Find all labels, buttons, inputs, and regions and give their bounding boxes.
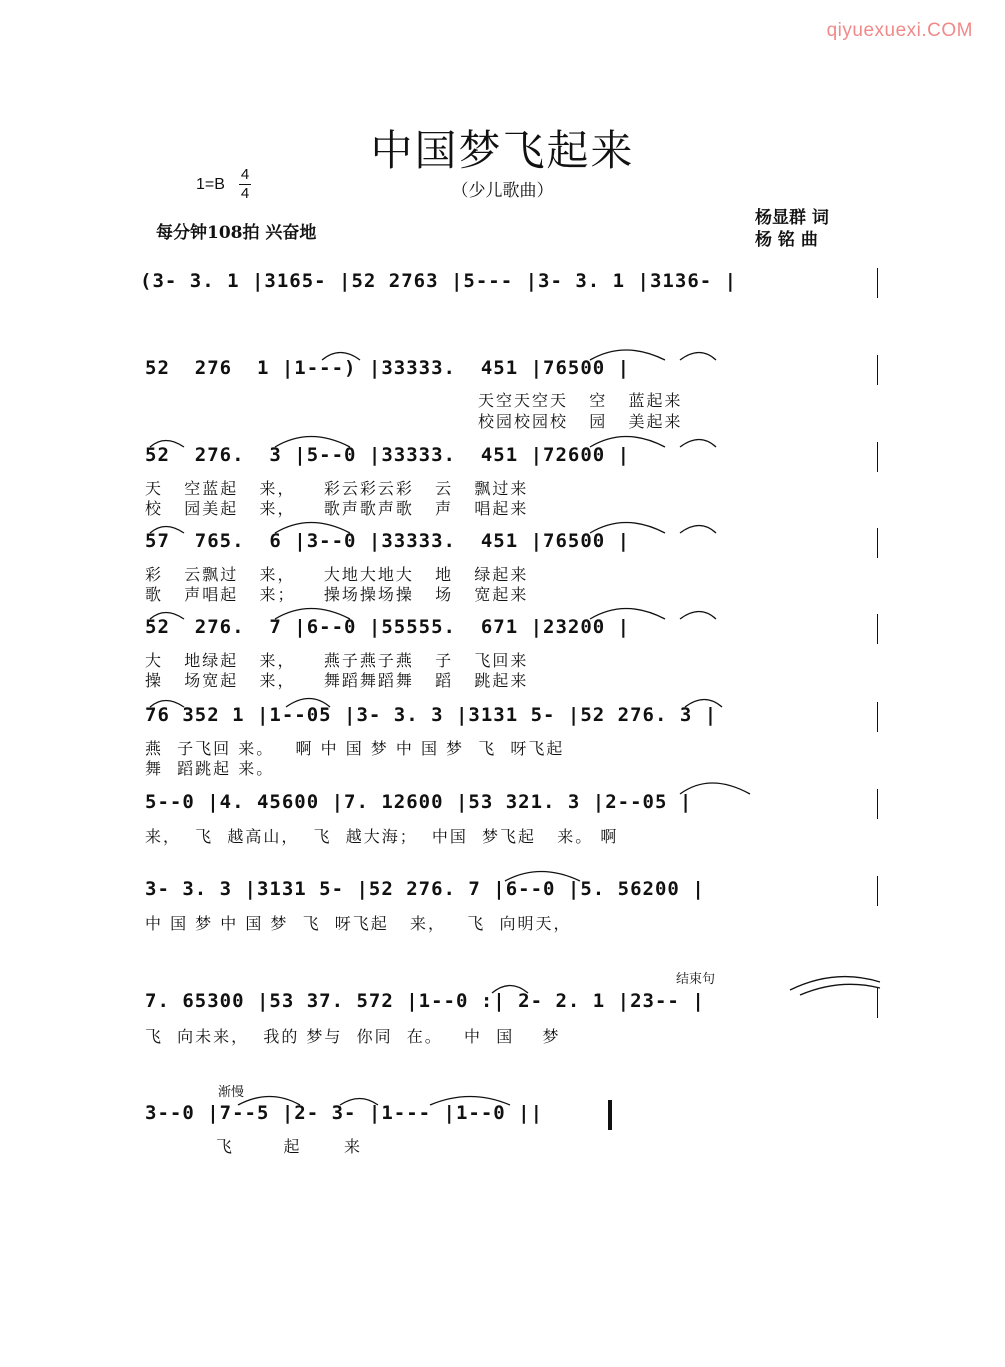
slur-row-9-b: [790, 977, 880, 990]
lyrics-row-4-verse-1: 彩 云飘过 来， 大地大地大 地 绿起来: [145, 565, 529, 584]
lyrics-row-4-verse-2: 歌 声唱起 来； 操场操场操 场 宽起来: [145, 585, 529, 604]
lyrics-row-6-verse-2: 舞 蹈跳起 来。: [145, 759, 275, 778]
row-7-end-barline: [877, 789, 878, 819]
notation-row-5: 52 276. 7 |6--0 |55555. 671 |23200 |: [145, 616, 631, 638]
song-subtitle: （少儿歌曲）: [451, 181, 554, 201]
slur-row-3-d: [680, 440, 716, 448]
final-barline: [608, 1100, 612, 1130]
lyrics-row-5-verse-2: 操 场宽起 来， 舞蹈舞蹈舞 蹈 跳起来: [145, 671, 529, 690]
lyricist-credit: 杨显群 词: [755, 208, 829, 228]
slur-row-2-c: [680, 353, 716, 361]
time-signature-top: 4: [240, 166, 250, 183]
lyrics-row-7: 来， 飞 越高山， 飞 越大海； 中国 梦飞起 来。 啊: [145, 827, 619, 846]
notation-row-3: 52 276. 3 |5--0 |33333. 451 |72600 |: [145, 444, 631, 466]
row-5-end-barline: [877, 614, 878, 644]
row-6-end-barline: [877, 702, 878, 732]
site-watermark: qiyuexuexi.COM: [826, 20, 973, 41]
lyrics-row-5-verse-1: 大 地绿起 来， 燕子燕子燕 子 飞回来: [145, 651, 529, 670]
credits: [755, 207, 829, 251]
lyrics-row-9: 飞 向未来， 我的 梦与 你同 在。 中 国 梦: [145, 1027, 561, 1046]
row-9-end-barline: [877, 988, 878, 1018]
notation-row-1: (3- 3. 1 |3165- |52 2763 |5--- |3- 3. 1 |3136- |: [140, 270, 738, 292]
notation-row-6: 76 352 1 |1--05 |3- 3. 3 |3131 5- |52 276. 3 |: [145, 704, 718, 726]
lyrics-row-2-verse-2: 校园校园校 园 美起来: [478, 412, 683, 431]
lyrics-row-8: 中 国 梦 中 国 梦 飞 呀飞起 来， 飞 向明天，: [145, 914, 572, 933]
lyrics-row-10: 飞 起 来: [145, 1137, 362, 1156]
tempo-marking: 每分钟108拍 兴奋地: [156, 223, 317, 243]
notation-row-9: 7. 65300 |53 37. 572 |1--0 :| 2- 2. 1 |23-- |: [145, 990, 705, 1012]
row-8-end-barline: [877, 876, 878, 906]
notation-row-10: 3--0 |7--5 |2- 3- |1--- |1--0 ||: [145, 1102, 544, 1124]
lyrics-row-3-verse-1: 天 空蓝起 来， 彩云彩云彩 云 飘过来: [145, 479, 529, 498]
row-1-end-barline: [877, 268, 878, 298]
notation-row-8: 3- 3. 3 |3131 5- |52 276. 7 |6--0 |5. 56200 |: [145, 878, 705, 900]
ritardando-marking: 渐慢: [218, 1085, 245, 1100]
slur-row-9-c: [800, 984, 880, 995]
slur-row-5-d: [680, 612, 716, 620]
row-4-end-barline: [877, 528, 878, 558]
ending-phrase-marking: 结束句: [676, 972, 716, 987]
time-signature: [238, 166, 252, 203]
song-title: 中国梦飞起来: [370, 126, 635, 175]
composer-credit: 杨 铭 曲: [755, 230, 818, 250]
lyrics-row-3-verse-2: 校 园美起 来， 歌声歌声歌 声 唱起来: [145, 499, 529, 518]
time-signature-bottom: 4: [240, 185, 250, 202]
slur-row-4-d: [680, 526, 716, 534]
lyrics-row-6-verse-1: 燕 子飞回 来。 啊 中 国 梦 中 国 梦 飞 呀飞起: [145, 739, 565, 758]
notation-row-4: 57 765. 6 |3--0 |33333. 451 |76500 |: [145, 530, 631, 552]
key-signature: 1=B: [196, 176, 225, 193]
row-2-end-barline: [877, 355, 878, 385]
lyrics-row-2-verse-1: 天空天空天 空 蓝起来: [478, 391, 683, 410]
notation-row-2: 52 276 1 |1---) |33333. 451 |76500 |: [145, 357, 631, 379]
notation-row-7: 5--0 |4. 45600 |7. 12600 |53 321. 3 |2--05 |: [145, 791, 693, 813]
row-3-end-barline: [877, 442, 878, 472]
